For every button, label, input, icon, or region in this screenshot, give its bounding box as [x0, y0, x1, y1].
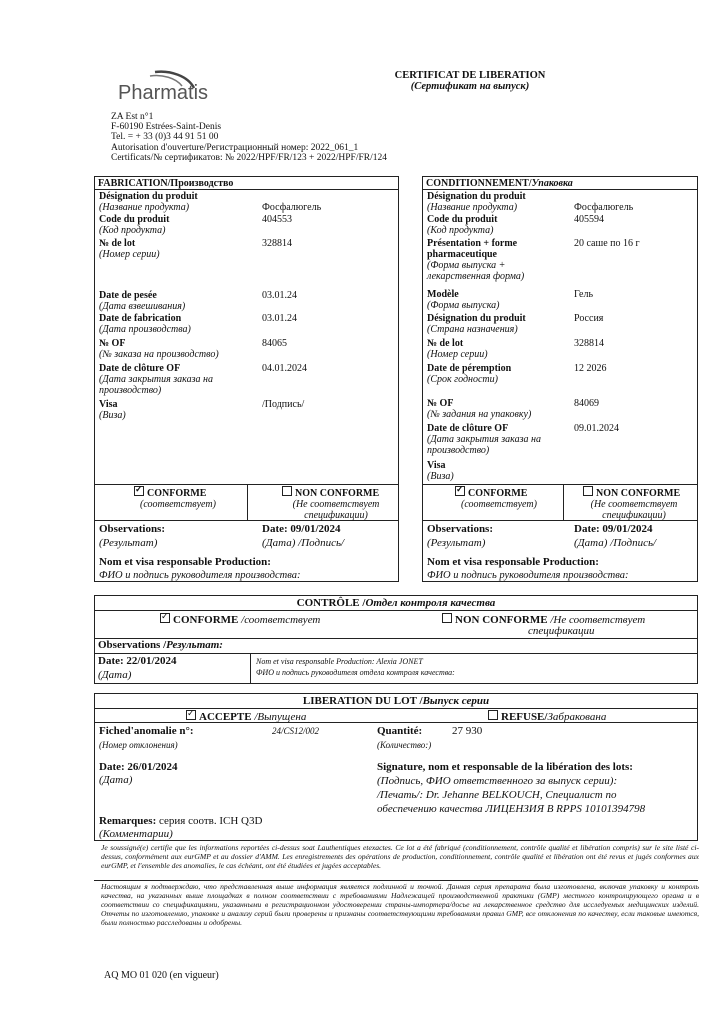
fabrication-row-value: 404553 [262, 214, 292, 225]
fabrication-row-label-ru: (Код продукта) [99, 225, 166, 236]
conditionnement-row-value: Россия [574, 313, 604, 324]
conditionnement-row-label: Date de clôture OF [427, 423, 509, 434]
fabrication-row-label: № OF [99, 338, 126, 349]
cond-observations-label: Observations: [427, 523, 493, 535]
fab-observations-ru: (Результат) [99, 537, 158, 549]
signature-line-1: /Печать/: Dr. Jehanne BELKOUCH, Специалист по [377, 789, 617, 801]
fabrication-row-label: Date de fabrication [99, 313, 182, 324]
fabrication-row-value: 84065 [262, 338, 287, 349]
checkbox-checked-icon [160, 613, 170, 623]
fabrication-row-value: 03.01.24 [262, 313, 297, 324]
fabrication-row-label: № de lot [99, 238, 136, 249]
fab-date-ru: (Дата) /Подпись/ [262, 537, 345, 549]
conditionnement-row-value: 405594 [574, 214, 604, 225]
company-address: ZA Est n°1 F-60190 Estrées-Saint-Denis Tel. = + 33 (0)3 44 91 51 00 Autorisation d'ouverture/Регистрационный номер: 2022_061_1 Certificats/№ сертификатов: № 2022/HPF/FR/123 + 2022/HPF/FR/124 [111, 112, 387, 163]
conditionnement-row-value: 84069 [574, 398, 599, 409]
checkbox-empty-icon [583, 486, 593, 496]
checkbox-empty-icon [488, 710, 498, 720]
conditionnement-row-label-ru: (Форма выпуска) [427, 300, 500, 311]
conditionnement-row-label-ru: (Номер серии) [427, 349, 488, 360]
controle-title: CONTRÔLE /Отдел контроля качества [296, 597, 496, 609]
quantite-ru: (Количество:) [377, 740, 432, 750]
controle-non-conforme-ru: спецификации [528, 625, 595, 637]
cond-conforme-ru: (соответствует) [461, 499, 537, 510]
fabrication-row-value: Фосфалюгель [262, 202, 322, 213]
conditionnement-row-label: № OF [427, 398, 454, 409]
checkbox-checked-icon [455, 486, 465, 496]
cond-date: Date: 09/01/2024 [574, 523, 653, 535]
conditionnement-row-value: 20 саше по 16 г [574, 238, 640, 249]
liberation-accepte-check[interactable]: ✓ACCEPTE /Выпущена [186, 710, 306, 723]
cond-responsible-ru: ФИО и подпись руководителя производства: [427, 570, 629, 581]
liberation-refuse-check[interactable]: REFUSE/Забракована [488, 710, 606, 723]
declaration-ru: Настоящим я подтверждаю, что представленная выше информация является подлинной и точной. Данная серия препарата была изготовлена, включая упаковку и контроль качества, на указанных выше площадках в полном соответствии с требованиями Надлежащей производственной практики (GMP) местного контролирующего органа и в соответствии со спецификациями, указанными в регистрационном удостоверении страны-импортера/досье на лекарственное средство для исследуемых медицинских изделий. Отчеты по изготовлению, упаковке и анализу серий были проверены и признаны соответствующими требованиям правил GMP, все отклонения по качеству, если таковые имеются, были полностью расследованы и одобрены. [101, 882, 699, 927]
checkbox-empty-icon [282, 486, 292, 496]
document-title: CERTIFICAT DE LIBERATION (Сертификат на выпуск) [394, 70, 546, 92]
fabrication-title: FABRICATION/Производство [98, 178, 234, 189]
fabrication-row-label: Visa [99, 399, 118, 410]
remarques-ru: (Комментарии) [99, 828, 173, 840]
fab-conforme-check[interactable]: ✓CONFORME [134, 486, 206, 499]
fab-conforme-ru: (соответствует) [140, 499, 216, 510]
conditionnement-row-label: Désignation du produit [427, 191, 526, 202]
liberation-date-ru: (Дата) [99, 774, 133, 786]
fabrication-row-label: Désignation du produit [99, 191, 198, 202]
conditionnement-row-label: Date de péremption [427, 363, 512, 374]
fabrication-row-value: 03.01.24 [262, 290, 297, 301]
fabrication-row-value: /Подпись/ [262, 399, 305, 410]
fabrication-row-label: Date de clôture OF [99, 363, 181, 374]
checkbox-empty-icon [442, 613, 452, 623]
signature-ru: (Подпись, ФИО ответственного за выпуск серии): [377, 775, 618, 787]
conditionnement-row-label-ru: (№ задания на упаковку) [427, 409, 532, 420]
conditionnement-row-label: Visa [427, 460, 446, 471]
fab-non-conforme-ru: (Не соответствует спецификации) [292, 499, 380, 521]
fiche-anomalie-value: 24/CS12/002 [272, 726, 320, 736]
fab-responsible-label: Nom et visa responsable Production: [99, 556, 271, 568]
conditionnement-row-value: 12 2026 [574, 363, 607, 374]
cond-non-conforme-check[interactable]: NON CONFORME [583, 486, 680, 499]
controle-responsible: Nom et visa responsable Production: Alexia JONET [256, 657, 423, 666]
controle-conforme-check[interactable]: ✓CONFORME /соответствует [160, 613, 320, 626]
fabrication-row-value: 328814 [262, 238, 292, 249]
controle-non-conforme-check[interactable]: NON CONFORME /Не соответствует [442, 613, 645, 626]
conditionnement-row-label-ru: (Дата закрытия заказа на производство) [427, 434, 541, 456]
checkbox-checked-icon [134, 486, 144, 496]
conditionnement-row-value: 09.01.2024 [574, 423, 619, 434]
conditionnement-row-label: Désignation du produit [427, 313, 526, 324]
fabrication-row-label-ru: (Номер серии) [99, 249, 160, 260]
fabrication-row-label-ru: (Дата закрытия заказа на производство) [99, 374, 213, 396]
fabrication-row-label-ru: (Виза) [99, 410, 126, 421]
conditionnement-row-value: Гель [574, 289, 594, 300]
conditionnement-row-label-ru: (Код продукта) [427, 225, 494, 236]
fabrication-row-label: Date de pesée [99, 290, 157, 301]
cond-conforme-check[interactable]: ✓CONFORME [455, 486, 527, 499]
fab-responsible-ru: ФИО и подпись руководителя производства: [99, 570, 301, 581]
quantite-label: Quantité: [377, 725, 423, 737]
fiche-anomalie-ru: (Номер отклонения) [99, 740, 178, 750]
declaration-fr: Je soussigné(e) certifie que les informations reportées ci-dessus soat Lauthentiques etexactes. Ce lot a été fabriqué (conditionnement, contrôle qualité et libération compris) sur le site listé ci-dessus, conformément aux eurGMP et au dossier d'AMM. Les enregistrements des opérations de production, conditionnement, contrôle qualité et libération ont été revus et jugés conformes aux eurGMP, et l'ensemble des anomalies, le cas échéant, ont été étudiées et jugées acceptables. [101, 843, 699, 870]
logo-text: Pharmatis [118, 82, 209, 104]
fiche-anomalie-label: Fiched'anomalie n°: [99, 725, 194, 737]
checkbox-checked-icon [186, 710, 196, 720]
signature-label: Signature, nom et responsable de la libération des lots: [377, 761, 633, 773]
fabrication-row-label-ru: (Дата производства) [99, 324, 191, 335]
fab-date: Date: 09/01/2024 [262, 523, 341, 535]
conditionnement-row-value: 328814 [574, 338, 604, 349]
cond-observations-ru: (Результат) [427, 537, 486, 549]
remarques: Remarques: серия соотв. ICH Q3D [99, 815, 263, 827]
conditionnement-row-label-ru: (Срок годности) [427, 374, 498, 385]
fabrication-row-label-ru: (№ заказа на производство) [99, 349, 219, 360]
controle-observations: Observations /Результат: [98, 639, 223, 651]
cond-non-conforme-ru: (Не соответствует спецификации) [590, 499, 678, 521]
cond-date-ru: (Дата) /Подпись/ [574, 537, 657, 549]
conditionnement-title: CONDITIONNEMENT/Упаковка [426, 178, 573, 189]
footer-reference: AQ MO 01 020 (en vigueur) [104, 970, 219, 981]
signature-line-2: обеспечению качества ЛИЦЕНЗИЯ В RPPS 10101394798 [377, 803, 646, 815]
conditionnement-row-label-ru: (Форма выпуска + лекарственная форма) [427, 260, 525, 282]
conditionnement-row-label-ru: (Виза) [427, 471, 454, 482]
liberation-title: LIBERATION DU LOT /Выпуск серии [302, 695, 490, 707]
controle-date: Date: 22/01/2024 [98, 655, 177, 667]
fabrication-row-value: 04.01.2024 [262, 363, 307, 374]
controle-date-ru: (Дата) [98, 669, 132, 681]
conditionnement-row-label: Modèle [427, 289, 459, 300]
quantite-value: 27 930 [452, 725, 483, 737]
conditionnement-row-value: Фосфалюгель [574, 202, 634, 213]
fab-observations-label: Observations: [99, 523, 165, 535]
cond-responsible-label: Nom et visa responsable Production: [427, 556, 599, 568]
controle-responsible-ru: ФИО и подпись руководителя отдела контроля качества: [256, 668, 455, 677]
conditionnement-row-label: Présentation + forme pharmaceutique [427, 238, 518, 260]
conditionnement-row-label-ru: (Страна назначения) [427, 324, 518, 335]
fabrication-row-label-ru: (Название продукта) [99, 202, 190, 213]
liberation-date: Date: 26/01/2024 [99, 761, 178, 773]
conditionnement-row-label: № de lot [427, 338, 464, 349]
fabrication-row-label: Code du produit [99, 214, 170, 225]
conditionnement-row-label-ru: (Название продукта) [427, 202, 518, 213]
conditionnement-row-label: Code du produit [427, 214, 498, 225]
fab-non-conforme-check[interactable]: NON CONFORME [282, 486, 379, 499]
fabrication-row-label-ru: (Дата взвешивания) [99, 301, 186, 312]
